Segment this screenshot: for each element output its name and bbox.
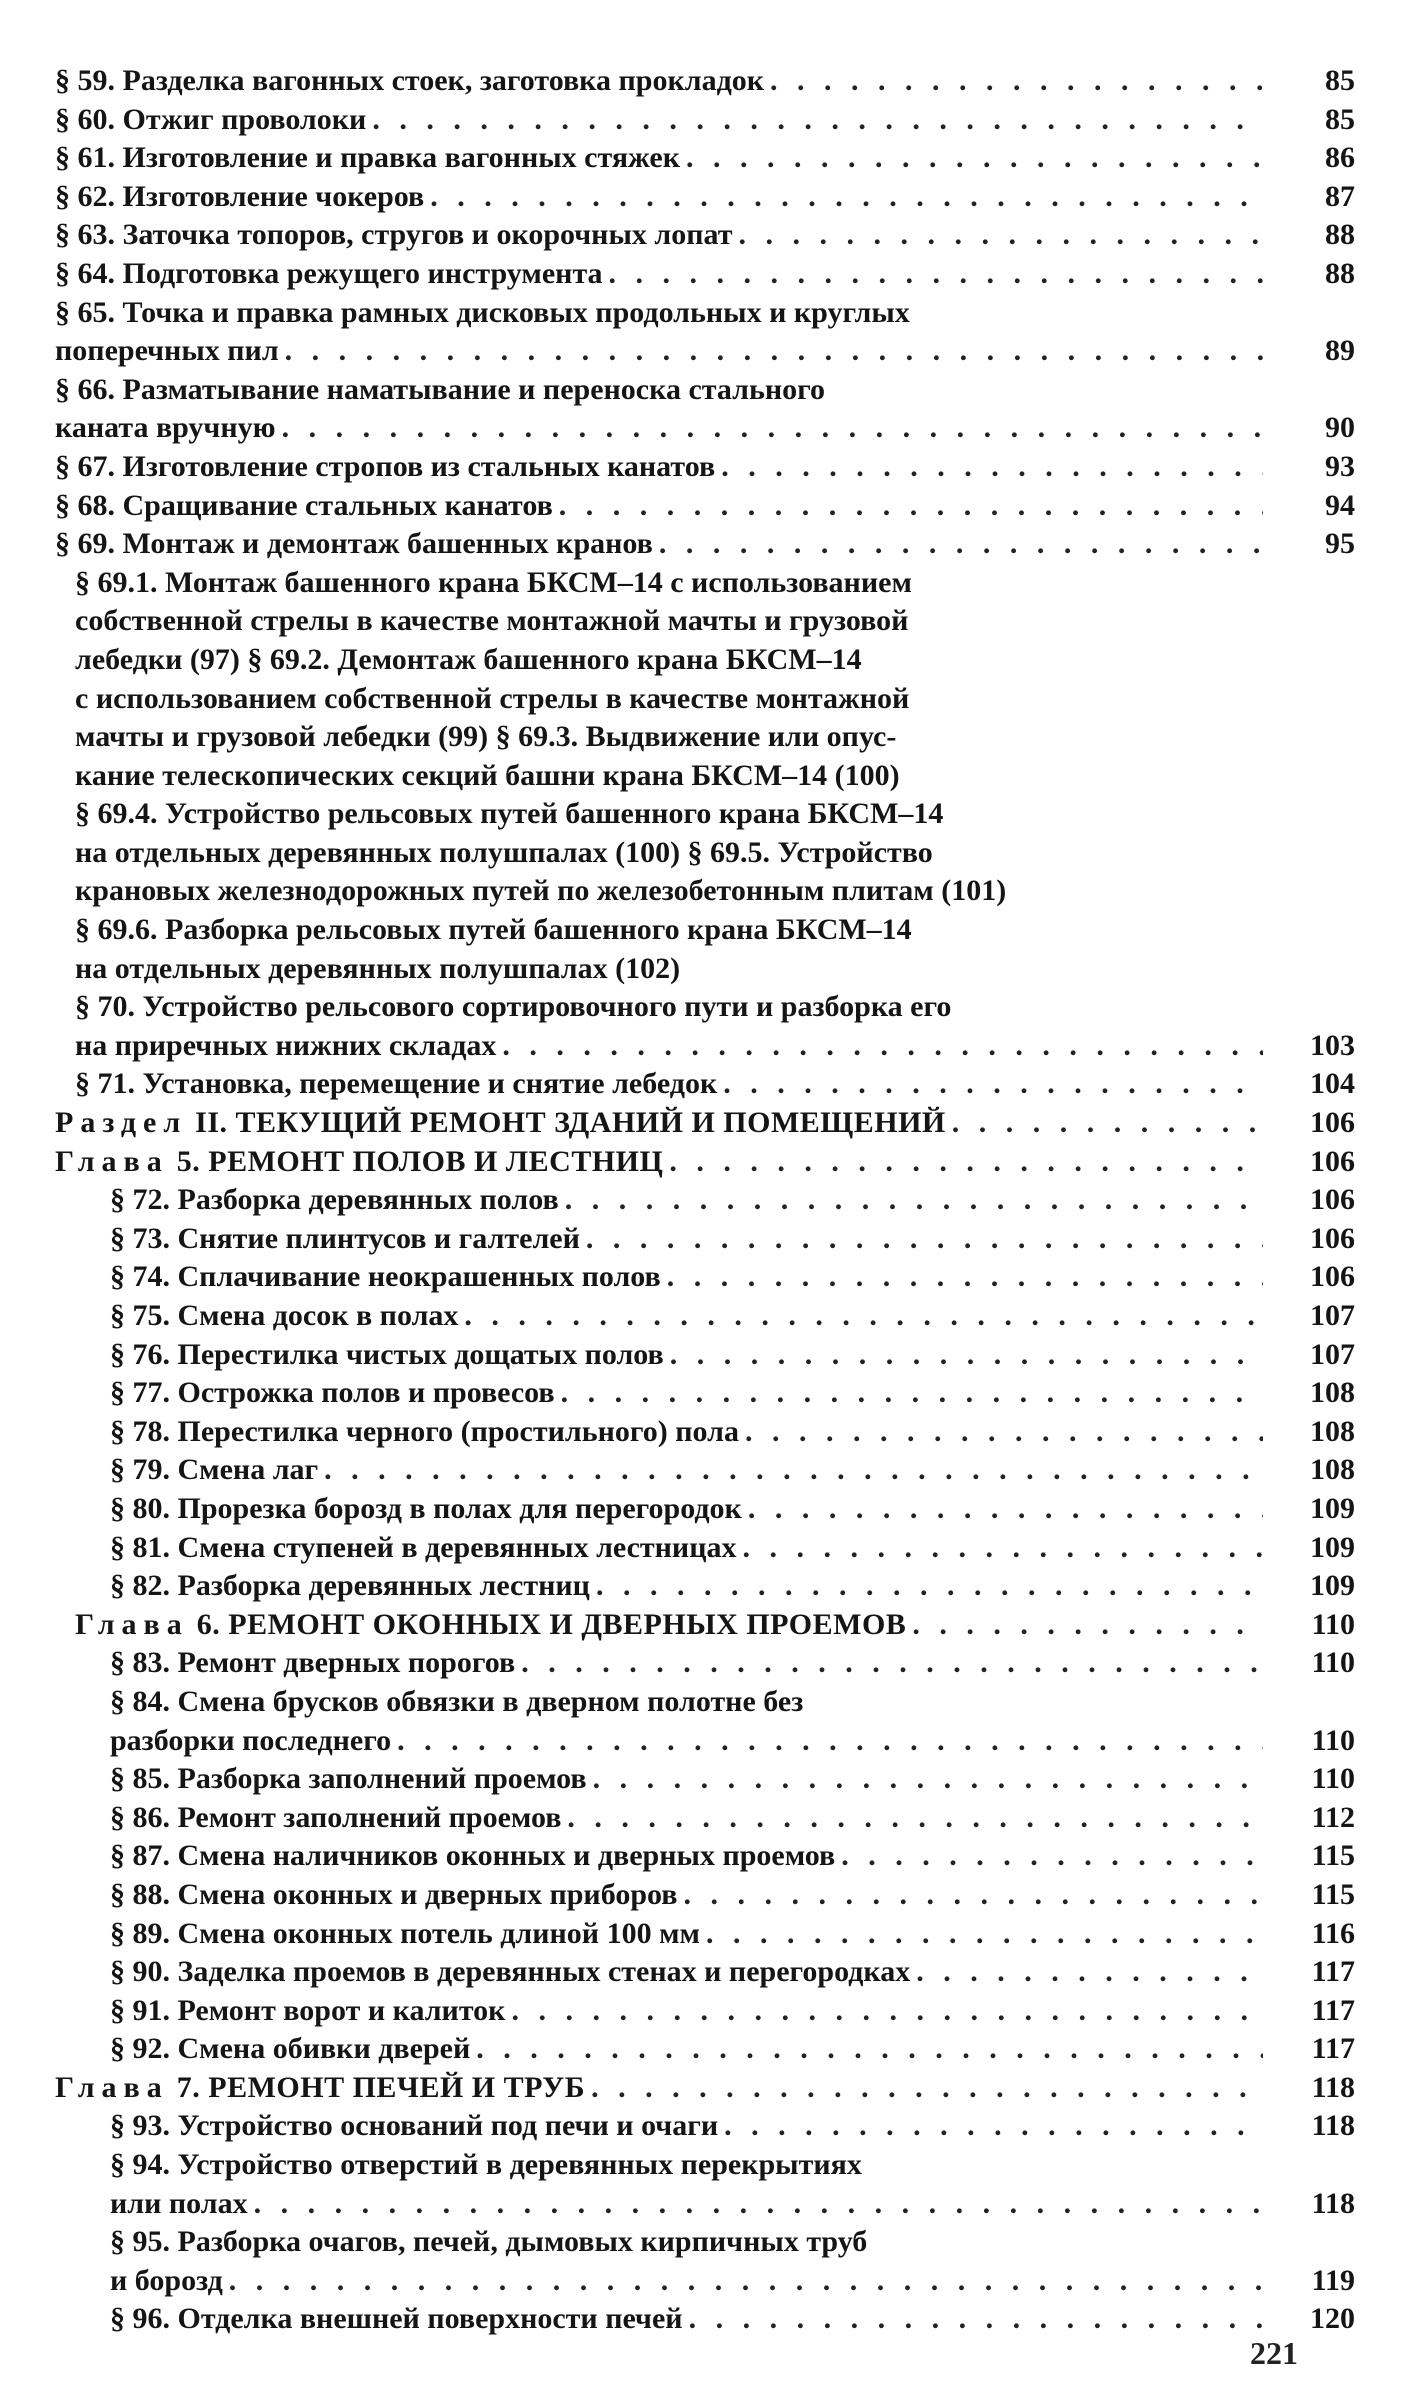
- toc-entry-title: и борозд: [110, 2263, 223, 2297]
- toc-entry-title: § 80. Прорезка борозд в полах для перегородок: [110, 1491, 742, 1525]
- toc-entry-page: 89: [1325, 334, 1355, 368]
- toc-entry-79: [55, 1451, 1355, 1490]
- dot-leader: [723, 1065, 1263, 1104]
- toc-entry-93: [55, 2107, 1355, 2146]
- toc-entry-page: 85: [1325, 64, 1355, 97]
- toc-entry-page: 112: [1311, 1800, 1355, 1834]
- sub69-line: кание телескопических секций башни крана БКСМ–14 (100): [75, 758, 900, 792]
- toc-entry-page: 107: [1310, 1299, 1355, 1332]
- dot-leader: [738, 216, 1263, 255]
- toc-entry-page: 119: [1311, 2263, 1355, 2297]
- toc-entry-title: § 73. Снятие плинтусов и галтелей: [110, 1221, 580, 1255]
- toc-entry-61: [55, 139, 1355, 178]
- dot-leader: [841, 1837, 1263, 1876]
- toc-entry-page: 116: [1311, 1916, 1355, 1950]
- dot-leader: [565, 1181, 1263, 1220]
- toc-entry-96: [55, 2300, 1355, 2339]
- page-number: 221: [1250, 2335, 1298, 2371]
- toc-entry-title: § 77. Острожка полов и провесов: [110, 1376, 555, 1410]
- toc-entry-62: [55, 178, 1355, 217]
- chapter-heading-title: [55, 1143, 663, 1182]
- dot-leader: [229, 2262, 1263, 2301]
- toc-entry-page: 108: [1310, 1453, 1355, 1487]
- toc-entry-page: 107: [1310, 1337, 1355, 1371]
- toc-entry-81: [55, 1529, 1355, 1568]
- toc-entry-60: [55, 101, 1355, 140]
- toc-entry-89: [55, 1915, 1355, 1954]
- toc-entry-title: каната вручную: [55, 411, 276, 445]
- sub69-line: § 69.4. Устройство рельсовых путей башенного крана БКСМ–14: [75, 797, 944, 831]
- toc-entry-title: § 93. Устройство оснований под печи и очаги: [110, 2109, 719, 2143]
- toc-entry-94-line1: § 94. Устройство отверстий в деревянных перекрытиях: [110, 2148, 862, 2182]
- table-of-contents: [55, 62, 1355, 2339]
- dot-leader: [748, 1490, 1263, 1529]
- toc-entry-65-line1: § 65. Точка и правка рамных дисковых продольных и круглых: [55, 295, 910, 329]
- toc-entry-page: 106: [1310, 1260, 1355, 1294]
- toc-entry-page: 117: [1311, 2032, 1355, 2066]
- toc-entry-page: 115: [1311, 1877, 1355, 1911]
- toc-entry-title: на приречных нижних складах: [75, 1028, 497, 1062]
- toc-entry-title: § 74. Сплачивание неокрашенных полов: [110, 1260, 661, 1294]
- toc-entry-title: поперечных пил: [55, 334, 279, 368]
- toc-entry-page: 109: [1310, 1491, 1355, 1525]
- toc-entry-78: [55, 1413, 1355, 1452]
- toc-entry-84-line1: § 84. Смена брусков обвязки в дверном полотне без: [110, 1684, 804, 1718]
- toc-entry-68: [55, 487, 1355, 526]
- dot-leader: [683, 1876, 1263, 1915]
- chapter-prefix: Глава: [75, 1607, 189, 1641]
- toc-entry-title: § 96. Отделка внешней поверхности печей: [110, 2302, 683, 2336]
- toc-entry-page: 88: [1325, 256, 1355, 290]
- toc-entry-title: § 91. Ремонт ворот и калиток: [110, 1993, 506, 2027]
- chapter-title: 6. РЕМОНТ ОКОННЫХ И ДВЕРНЫХ ПРОЕМОВ: [196, 1607, 907, 1641]
- dot-leader: [511, 1992, 1263, 2031]
- chapter-heading-title: [55, 2069, 585, 2108]
- dot-leader: [324, 1451, 1263, 1490]
- toc-entry-page: 86: [1325, 141, 1355, 175]
- toc-entry-title: § 61. Изготовление и правка вагонных стяжек: [55, 141, 681, 175]
- toc-entry-66-line1: § 66. Разматывание наматывание и переноска стального: [55, 372, 825, 406]
- toc-entry-page: 110: [1311, 1607, 1355, 1641]
- toc-entry-page: 106: [1310, 1144, 1355, 1178]
- dot-leader: [596, 1567, 1263, 1606]
- toc-entry-88: [55, 1876, 1355, 1915]
- toc-entry-73: [55, 1220, 1355, 1259]
- chapter-5-heading: [55, 1143, 1355, 1182]
- toc-entry-page: 110: [1311, 1762, 1355, 1796]
- dot-leader: [591, 2069, 1263, 2108]
- toc-entry-title: § 72. Разборка деревянных полов: [110, 1183, 559, 1217]
- chapter-prefix: Глава: [55, 2070, 169, 2104]
- toc-entry-title: § 79. Смена лаг: [110, 1453, 319, 1487]
- chapter-heading-title: [75, 1606, 906, 1645]
- dot-leader: [285, 332, 1263, 371]
- dot-leader: [593, 1760, 1263, 1799]
- toc-entry-94: [55, 2185, 1355, 2224]
- toc-entry-64: [55, 255, 1355, 294]
- toc-entry-76: [55, 1336, 1355, 1375]
- toc-entry-95-line1: § 95. Разборка очагов, печей, дымовых кирпичных труб: [110, 2225, 868, 2259]
- toc-entry-title: § 85. Разборка заполнений проемов: [110, 1762, 587, 1796]
- toc-entry-page: 106: [1310, 1106, 1355, 1140]
- toc-entry-page: 93: [1325, 449, 1355, 483]
- toc-entry-86: [55, 1799, 1355, 1838]
- toc-entry-69: [55, 525, 1355, 564]
- dot-leader: [430, 178, 1263, 217]
- dot-leader: [561, 1374, 1263, 1413]
- dot-leader: [397, 1722, 1263, 1761]
- toc-entry-page: 120: [1310, 2302, 1355, 2336]
- toc-entry-title: § 90. Заделка проемов в деревянных стенах и перегородках: [110, 1955, 911, 1989]
- dot-leader: [670, 1336, 1263, 1375]
- dot-leader: [372, 101, 1263, 140]
- toc-entry-72: [55, 1181, 1355, 1220]
- toc-entry-75: [55, 1297, 1355, 1336]
- toc-entry-page: 110: [1311, 1723, 1355, 1757]
- toc-entry-page: 88: [1325, 218, 1355, 252]
- toc-entry-page: 115: [1311, 1839, 1355, 1873]
- toc-entry-70-line1: § 70. Устройство рельсового сортировочного пути и разборка его: [75, 990, 952, 1024]
- dot-leader: [521, 1644, 1263, 1683]
- chapter-title: 7. РЕМОНТ ПЕЧЕЙ И ТРУБ: [176, 2070, 586, 2104]
- toc-entry-66: [55, 409, 1355, 448]
- dot-leader: [502, 1027, 1263, 1066]
- dot-leader: [770, 62, 1263, 101]
- dot-leader: [706, 1915, 1263, 1954]
- dot-leader: [659, 525, 1263, 564]
- toc-entry-title: § 92. Смена обивки дверей: [110, 2032, 471, 2066]
- toc-entry-title: § 82. Разборка деревянных лестниц: [110, 1569, 590, 1603]
- toc-entry-80: [55, 1490, 1355, 1529]
- toc-entry-title: § 75. Смена досок в полах: [110, 1299, 459, 1332]
- toc-entry-title: § 81. Смена ступеней в деревянных лестницах: [110, 1530, 737, 1564]
- sub69-line: с использованием собственной стрелы в качестве монтажной: [75, 681, 910, 715]
- sub69-line: § 69.6. Разборка рельсовых путей башенного крана БКСМ–14: [75, 913, 912, 947]
- toc-entry-title: § 78. Перестилка черного (простильного) пола: [110, 1414, 739, 1448]
- toc-entry-page: 87: [1325, 179, 1355, 213]
- dot-leader: [742, 1529, 1263, 1568]
- toc-entry-title: § 63. Заточка топоров, стругов и окорочных лопат: [55, 218, 733, 252]
- toc-entry-71: [55, 1065, 1355, 1104]
- dot-leader: [745, 1413, 1263, 1452]
- toc-entry-67: [55, 448, 1355, 487]
- section-prefix: Раздел: [55, 1106, 188, 1140]
- toc-entry-77: [55, 1374, 1355, 1413]
- toc-entry-title: § 59. Разделка вагонных стоек, заготовка прокладок: [55, 64, 765, 97]
- sub69-line: собственной стрелы в качестве монтажной мачты и грузовой: [75, 604, 909, 638]
- toc-entry-65: [55, 332, 1355, 371]
- toc-entry-page: 90: [1325, 411, 1355, 445]
- toc-entry-91: [55, 1992, 1355, 2031]
- dot-leader: [559, 487, 1263, 526]
- chapter-6-heading: [55, 1606, 1355, 1645]
- toc-entry-page: 106: [1310, 1221, 1355, 1255]
- dot-leader: [689, 2300, 1263, 2339]
- toc-entry-page: 109: [1310, 1530, 1355, 1564]
- chapter-prefix: Глава: [55, 1144, 169, 1178]
- toc-entry-page: 106: [1310, 1183, 1355, 1217]
- section-2-heading: [55, 1104, 1355, 1143]
- sub69-line: на отдельных деревянных полушпалах (102): [75, 951, 681, 985]
- dot-leader: [464, 1297, 1263, 1336]
- toc-entry-title: § 60. Отжиг проволоки: [55, 102, 367, 136]
- toc-entry-page: 118: [1311, 2070, 1355, 2104]
- toc-entry-page: 85: [1325, 102, 1355, 136]
- toc-entry-title: § 86. Ремонт заполнений проемов: [110, 1800, 562, 1834]
- toc-entry-83: [55, 1644, 1355, 1683]
- toc-entry-page: 104: [1310, 1067, 1355, 1101]
- toc-entry-63: [55, 216, 1355, 255]
- toc-entry-70: [55, 1027, 1355, 1066]
- toc-entry-title: § 83. Ремонт дверных порогов: [110, 1646, 516, 1680]
- toc-entry-title: § 89. Смена оконных потель длиной 100 мм: [110, 1916, 700, 1950]
- dot-leader: [476, 2030, 1263, 2069]
- sub69-line: крановых железнодорожных путей по железобетонным плитам (101): [75, 874, 1007, 908]
- dot-leader: [916, 1953, 1263, 1992]
- toc-entry-59: [55, 62, 1355, 101]
- dot-leader: [586, 1220, 1263, 1259]
- toc-entry-title: § 88. Смена оконных и дверных приборов: [110, 1877, 678, 1911]
- chapter-7-heading: [55, 2069, 1355, 2108]
- toc-entry-page: 110: [1311, 1646, 1355, 1680]
- sub69-line: лебедки (97) § 69.2. Демонтаж башенного крана БКСМ–14: [75, 642, 862, 676]
- toc-entry-82: [55, 1567, 1355, 1606]
- toc-entry-page: 108: [1310, 1376, 1355, 1410]
- toc-entry-title: § 62. Изготовление чокеров: [55, 179, 425, 213]
- toc-entry-page: 109: [1310, 1569, 1355, 1603]
- toc-entry-page: 108: [1310, 1414, 1355, 1448]
- toc-entry-page: 117: [1311, 1955, 1355, 1989]
- section-heading-title: [55, 1104, 946, 1143]
- section-title: II. ТЕКУЩИЙ РЕМОНТ ЗДАНИЙ И ПОМЕЩЕНИЙ: [195, 1106, 946, 1140]
- sub69-line: мачты и грузовой лебедки (99) § 69.3. Выдвижение или опус-: [75, 720, 897, 754]
- dot-leader: [282, 409, 1263, 448]
- toc-entry-page: 118: [1311, 2186, 1355, 2220]
- toc-entry-title: § 67. Изготовление стропов из стальных канатов: [55, 449, 716, 483]
- toc-entry-title: § 68. Сращивание стальных канатов: [55, 488, 553, 522]
- dot-leader: [686, 139, 1263, 178]
- toc-entry-title: § 76. Перестилка чистых дощатых полов: [110, 1337, 664, 1371]
- dot-leader: [667, 1258, 1263, 1297]
- toc-entry-74: [55, 1258, 1355, 1297]
- dot-leader: [669, 1143, 1263, 1182]
- toc-entry-92: [55, 2030, 1355, 2069]
- toc-entry-page: 94: [1325, 488, 1355, 522]
- toc-entry-page: 95: [1325, 527, 1355, 561]
- dot-leader: [254, 2185, 1263, 2224]
- dot-leader: [724, 2107, 1263, 2146]
- dot-leader: [952, 1104, 1263, 1143]
- toc-entry-title: разборки последнего: [110, 1723, 392, 1757]
- toc-entry-84: [55, 1722, 1355, 1761]
- toc-entry-title: § 64. Подготовка режущего инструмента: [55, 256, 603, 290]
- toc-entry-90: [55, 1953, 1355, 1992]
- dot-leader: [721, 448, 1263, 487]
- toc-entry-page: 118: [1311, 2109, 1355, 2143]
- toc-entry-title: § 87. Смена наличников оконных и дверных проемов: [110, 1839, 836, 1873]
- toc-entry-85: [55, 1760, 1355, 1799]
- sub69-line: на отдельных деревянных полушпалах (100) § 69.5. Устройство: [75, 835, 933, 869]
- toc-entry-page: 117: [1311, 1993, 1355, 2027]
- dot-leader: [567, 1799, 1263, 1838]
- toc-entry-95: [55, 2262, 1355, 2301]
- chapter-title: 5. РЕМОНТ ПОЛОВ И ЛЕСТНИЦ: [176, 1144, 664, 1178]
- toc-entry-title: § 71. Установка, перемещение и снятие лебедок: [75, 1067, 718, 1101]
- toc-entry-title: или полах: [110, 2186, 248, 2220]
- dot-leader: [609, 255, 1263, 294]
- toc-entry-title: § 69. Монтаж и демонтаж башенных кранов: [55, 527, 653, 561]
- dot-leader: [912, 1606, 1263, 1645]
- toc-entry-87: [55, 1837, 1355, 1876]
- toc-entry-page: 103: [1310, 1028, 1355, 1062]
- sub69-line: § 69.1. Монтаж башенного крана БКСМ–14 с использованием: [75, 565, 912, 599]
